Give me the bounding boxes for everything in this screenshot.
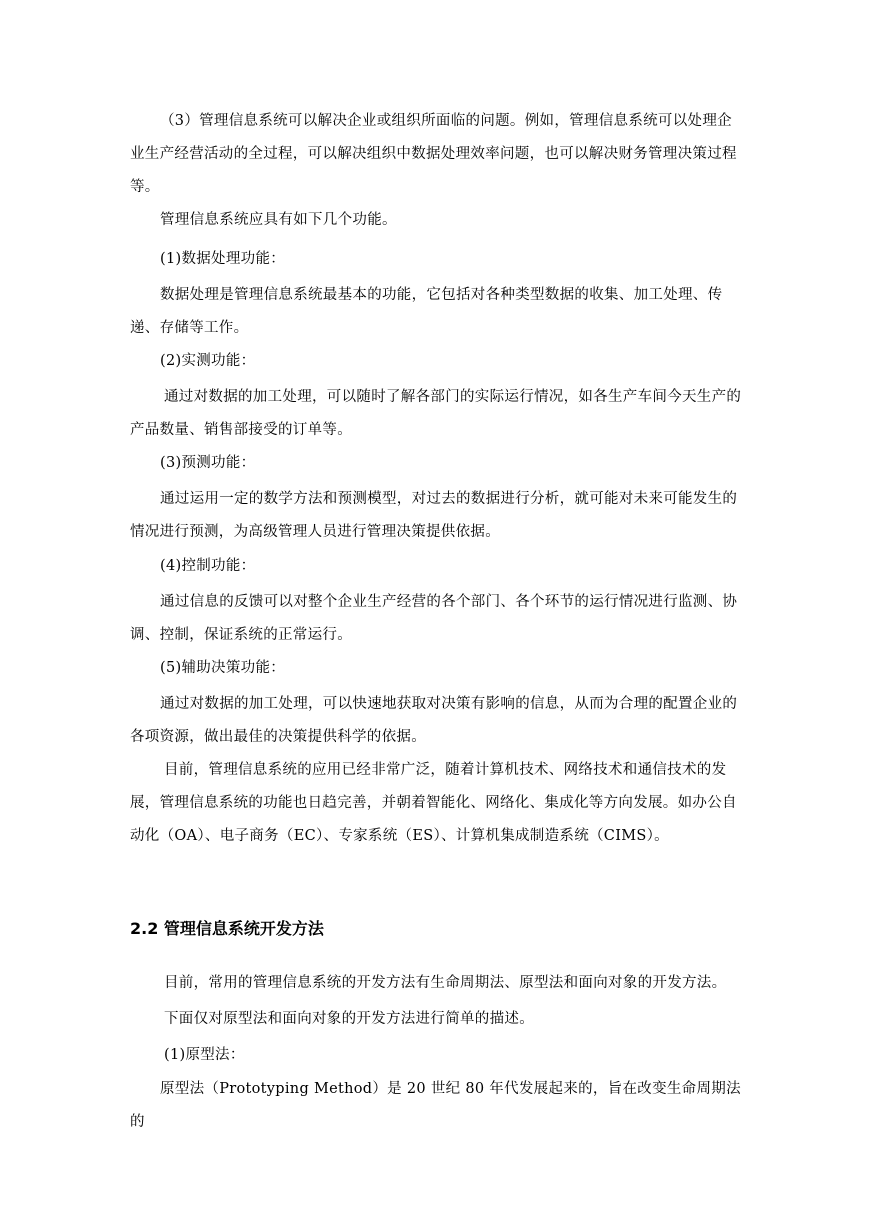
item-data-processing: (1)数据处理功能： — [160, 251, 286, 267]
paragraph-functions-intro: 管理信息系统应具有如下几个功能。 — [160, 212, 397, 228]
item-prototyping: (1)原型法： — [164, 1047, 245, 1063]
item-decision-support: (5)辅助决策功能： — [160, 660, 286, 676]
paragraph-dev-methods: 目前，常用的管理信息系统的开发方法有生命周期法、原型法和面向对象的开发方法。 — [164, 975, 727, 991]
paragraph-dev-methods-note: 下面仅对原型法和面向对象的开发方法进行简单的描述。 — [164, 1011, 534, 1027]
item-control: (4)控制功能： — [160, 558, 256, 574]
paragraph-decision-support: 通过对数据的加工处理，可以快速地获取对决策有影响的信息，从而为合理的配置企业的各项资源，做出最佳的决策提供科学的依据。 — [130, 696, 738, 745]
paragraph-prototyping: 原型法（Prototyping Method）是 20 世纪 80 年代发展起来的，旨在改变生命周期法的 — [130, 1081, 741, 1130]
item-measurement: (2)实测功能： — [160, 353, 256, 369]
paragraph-current-status: 目前，管理信息系统的应用已经非常广泛，随着计算机技术、网络技术和通信技术的发展，管理信息系统的功能也日趋完善，并朝着智能化、网络化、集成化等方向发展。如办公自动化（OA）、电子商务（EC）、专家系统（ES）、计算机集成制造系统（CIMS）。 — [130, 762, 737, 844]
paragraph-prediction: 通过运用一定的数学方法和预测模型，对过去的数据进行分析，就可能对未来可能发生的情况进行预测，为高级管理人员进行管理决策提供依据。 — [130, 491, 738, 540]
paragraph-data-processing: 数据处理是管理信息系统最基本的功能，它包括对各种类型数据的收集、加工处理、传递、存储等工作。 — [130, 287, 723, 336]
paragraph-control: 通过信息的反馈可以对整个企业生产经营的各个部门、各个环节的运行情况进行监测、协调、控制，保证系统的正常运行。 — [130, 594, 738, 643]
paragraph-measurement: 通过对数据的加工处理，可以随时了解各部门的实际运行情况，如各生产车间今天生产的产品数量、销售部接受的订单等。 — [130, 389, 742, 438]
section-heading: 2.2 管理信息系统开发方法 — [130, 919, 324, 938]
item-prediction: (3)预测功能： — [160, 455, 256, 471]
paragraph-mis-solves-problems: （3）管理信息系统可以解决企业或组织所面临的问题。例如，管理信息系统可以处理企业生产经营活动的全过程，可以解决组织中数据处理效率问题，也可以解决财务管理决策过程等。 — [130, 113, 737, 195]
